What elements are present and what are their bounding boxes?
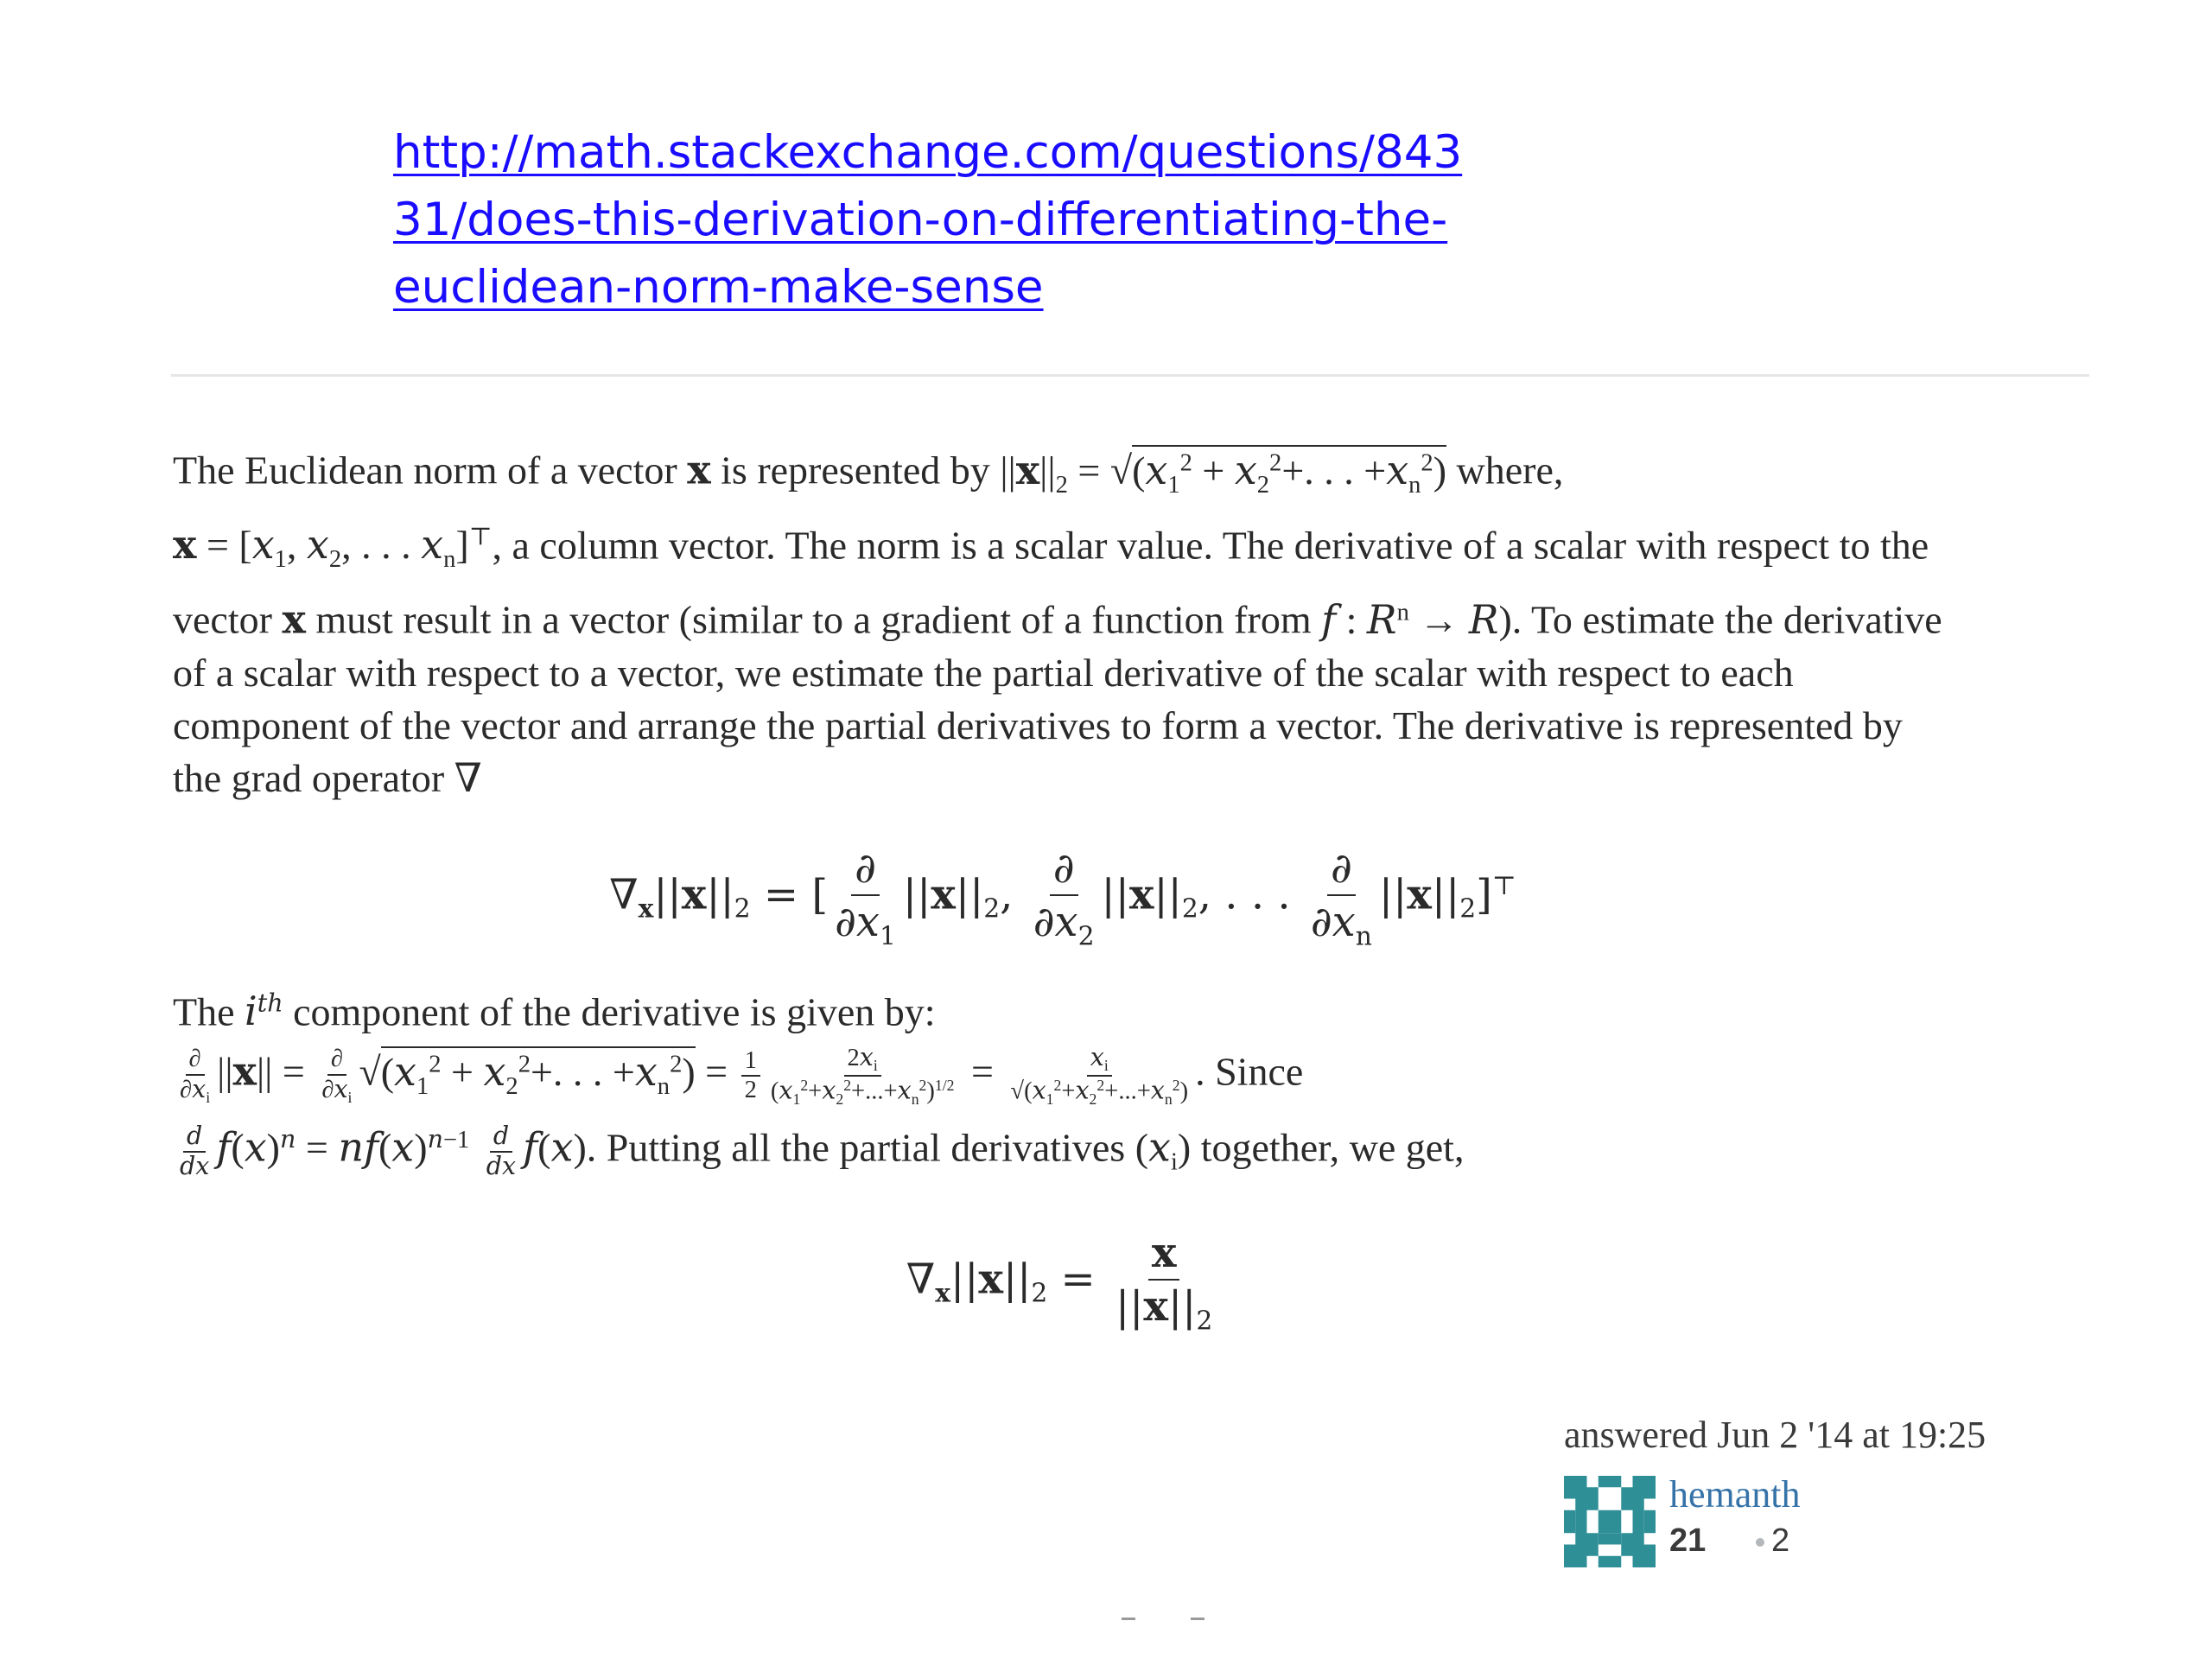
text-segment: ). To estimate the derivative of a scalar with respect to a vector, we estimate the partial derivative of the scalar with respect to each component of the vector and arrange the partial derivatives to form a vector. The derivative is represented by the grad operator ∇: [173, 597, 1942, 800]
math-ith: $i^{th}$: [245, 988, 283, 1035]
math-vector-x: x: [687, 446, 711, 493]
slide-mark: [1191, 1618, 1205, 1620]
math-vector-x: x: [282, 595, 306, 643]
answer-signature: [1564, 1413, 2048, 1569]
text-segment: . Putting all the partial derivatives: [586, 1125, 1135, 1170]
url-line-3[interactable]: euclidean-norm-make-sense: [393, 261, 1044, 314]
answer-paragraph-2: [173, 977, 1953, 1039]
component-derivative-equation: $\frac{\partial}{\partial x_i}$ ||x|| = $\frac{\partial}{\partial x_i}$ $√(x_1^2 + x_2^2+$. . . $+x_n^2$) = $\frac{1}{2}$ $\frac{2x_i}{(x_1^2+x_2^2+...+x_n^2)^{1/2}}$ = $\frac{x_i}{√(x_1^2+x_2^2+...+x_n^2)}$ . Since: [180, 1043, 1304, 1108]
text-segment: , a column vector. The norm is a scalar value. The derivative of a scalar with respect to the vector: [173, 523, 1929, 642]
answered-timestamp[interactable]: answered Jun 2 '14 at 19:25: [1564, 1414, 1986, 1456]
text-segment: component of the derivative is given by:: [283, 989, 936, 1034]
bronze-badge-count: 2: [1756, 1522, 1789, 1560]
math-function-mapping: f : $R^n \to R$: [1321, 595, 1499, 643]
answer-paragraph-1: [173, 436, 1953, 804]
text-segment: . Since: [1195, 1049, 1304, 1094]
math-norm-definition: $||x||_2 = √(x_1^2 + x_2^2+$. . . $+x_n^2$): [1000, 446, 1447, 499]
text-segment: is represented by: [710, 448, 1001, 493]
text-segment: where,: [1446, 448, 1564, 493]
url-line-1[interactable]: http://math.stackexchange.com/questions/843: [393, 126, 1463, 179]
question-url-link[interactable]: [393, 119, 1516, 321]
math-column-vector: $x = [x_1$, $x_2$, . . . $x_n]^⊤$: [173, 521, 493, 574]
divider: [171, 374, 2089, 377]
text-segment: must result in a vector (similar to a gradient of a function from: [305, 597, 1322, 642]
url-line-2[interactable]: 31/does-this-derivation-on-differentiating-the-: [393, 194, 1448, 246]
text-segment: The Euclidean norm of a vector: [173, 448, 688, 493]
gradient-result-equation: $\nabla_x||x||_2$ = $\frac{x}{||x||_2}$: [906, 1228, 1213, 1336]
username-link[interactable]: hemanth: [1669, 1473, 1801, 1516]
text-segment: together, we get,: [1191, 1125, 1465, 1170]
text-segment: The: [173, 989, 245, 1034]
user-avatar-icon[interactable]: [1564, 1476, 1656, 1567]
user-card: [1564, 1473, 2048, 1569]
slide-mark: [1122, 1618, 1135, 1620]
answer-body: [173, 436, 1953, 1361]
chain-rule-line: $\frac{d}{dx}$ $f(x)^n = nf(x)^{n-1}$ $\frac{d}{dx}$ f(x). Putting all the partial derivatives $(x_i)$ together, we get,: [180, 1122, 1465, 1180]
reputation-score: 21: [1669, 1522, 1707, 1559]
gradient-definition-equation: $\nabla_x||x||_2$ = [ $\frac{\partial}{\partial x_1}$ $||x||_2$, $\frac{\partial}{\partial x_2}$ $||x||_2$, . . . $\frac{\partial}{\partial x_n}$ $||x||_2]^⊤$: [609, 843, 1516, 952]
